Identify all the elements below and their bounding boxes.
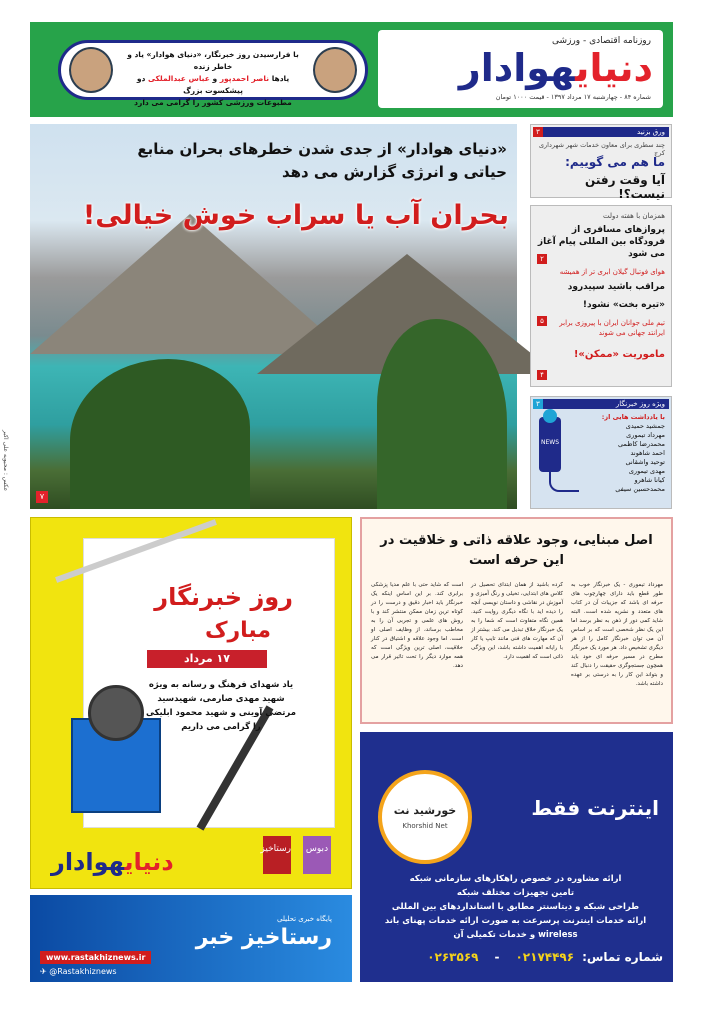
service-item: تامین تجهیزات مختلف شبکه bbox=[456, 888, 575, 898]
teaser-title[interactable]: ماموریت «ممکن»! bbox=[573, 349, 665, 360]
tree-shape bbox=[70, 359, 250, 509]
tribute-line-2: یادها ناصر احمدپور و عباس عبدالملکی دو پیشکسوت بزرگ bbox=[136, 74, 290, 95]
mic-cable bbox=[549, 472, 579, 492]
article-column-3: است که شاید حتی با علم مدیا پزشکی برابری کند. بر این اساس اینکه یک خبرنگار باید اخبار دقیق و درست را در کوتاه ترین زمان ممکن منتشر کند و با روش های علمی و تجربی آن را به مخاطب برساند، از وظایف اصلی او است. اما وجود علاقه و اشتیاق در کنار خلاقیت، اصلی ترین ویژگی است که همه موارد دیگر را تحت تاثیر قرار می دهد. bbox=[371, 582, 463, 669]
journalist-day-box[interactable] bbox=[530, 396, 672, 509]
lead-story-supertitle: «دنیای هوادار» از جدی شدن خطرهای بحران منابع حیاتی و انرژی گزارش می دهد bbox=[137, 140, 507, 181]
writer-name: مهرداد تیموری bbox=[626, 431, 665, 439]
page-ref-badge: ۴ bbox=[537, 370, 547, 380]
khorshid-net-logo bbox=[378, 770, 472, 864]
photo-credit: عکس : محبوبه علی اکبر bbox=[2, 430, 9, 492]
logo-name-en: Khorshid Net bbox=[402, 822, 448, 830]
portrait-image-right bbox=[313, 47, 357, 93]
article-column-2: کرده باشید از همان ابتدای تحصیل در کلاس های ابتدایی، تخیلی و رنگ آمیزی و آموزش در نقاشی و داستان نویسی آنچه را دیده اید با نگاه دیگری روایت کنید. همین نگاه متفاوت است که شما را به یک خبرنگار خلاق تبدیل می کند. بیشتر از آن که مهارت های فنی مانند تایپ یا کار با رایانه اهمیت داشته باشد، این ویژگی ذاتی است که اهمیت دارد. bbox=[471, 582, 563, 660]
rastakhiz-ad[interactable] bbox=[30, 895, 352, 982]
teaser-box-2[interactable] bbox=[530, 205, 672, 387]
writers-title: با یادداشت هایی از: bbox=[601, 413, 665, 421]
logo-name: خورشید نت bbox=[393, 804, 457, 817]
teaser-title[interactable]: مراقب باشید سپیدرود bbox=[567, 282, 665, 292]
telegram-link[interactable]: ✈ @Rastakhiznews bbox=[40, 967, 117, 976]
writer-name: جمشید حمیدی bbox=[625, 422, 665, 430]
rastakhiz-logo: رستاخیز bbox=[263, 836, 291, 874]
masthead-banner bbox=[30, 22, 673, 117]
writer-name: محمدرضا کاظمی bbox=[618, 440, 665, 448]
tribute-line-3: مطبوعات ورزشی کشور را گرامی می دارد bbox=[134, 98, 292, 107]
page-ref-badge: ۲ bbox=[537, 254, 547, 264]
mic-head bbox=[88, 685, 144, 741]
writer-name: محمدحسین سیفی bbox=[615, 485, 665, 493]
newspaper-logo bbox=[459, 46, 653, 90]
teaser-title[interactable]: آیا وقت رفتن نیست؟! bbox=[585, 173, 665, 201]
writers-list bbox=[602, 413, 665, 494]
microphone-icon bbox=[539, 417, 561, 472]
writer-name: احمد شاهوند bbox=[630, 449, 665, 457]
logo-word-a: دنیای bbox=[575, 46, 653, 90]
teaser-title[interactable]: «تیره بخت» نشود! bbox=[582, 300, 665, 310]
rastakhiz-subtitle: پایگاه خبری تحلیلی bbox=[277, 915, 332, 923]
teaser-kicker: هوای فوتبال گیلان ابری تر از همیشه bbox=[559, 268, 665, 276]
journalist-day-ad[interactable] bbox=[30, 517, 352, 889]
partner-logo: دبوس bbox=[303, 836, 331, 874]
newspaper-subtitle: روزنامه اقتصادی - ورزشی bbox=[552, 36, 651, 46]
portrait-image-left bbox=[69, 47, 113, 93]
mic-label: NEWS bbox=[540, 439, 560, 446]
service-item: طراحی شبکه و دیتاسنتر مطابق با استانداردهای بین المللی bbox=[391, 902, 640, 912]
opinion-article[interactable] bbox=[360, 517, 673, 724]
tribute-banner bbox=[58, 40, 368, 107]
ad-date: ۱۷ مرداد bbox=[147, 650, 267, 668]
ad-body: یاد شهدای فرهنگ و رسانه به ویژه شهید مهدی صارمی، شهیدسید مرتضی آوینی و شهید محمود ابلیکی را گرامی می داریم bbox=[146, 680, 296, 732]
website-link[interactable]: www.rastakhiznews.ir bbox=[40, 951, 151, 964]
teaser-kicker: تیم ملی جوانان ایران با پیروزی برابر ایرانتد جهانی می شوند bbox=[559, 319, 665, 337]
ad-brand: دنیایهوادار bbox=[51, 848, 174, 876]
writer-name: کیانا شاهرو bbox=[634, 476, 665, 484]
teaser-kicker: چند سطری برای معاون خدمات شهر شهرداری کرج bbox=[538, 141, 665, 157]
mic-head bbox=[543, 409, 557, 423]
page-ref-badge: ۵ bbox=[537, 316, 547, 326]
service-item: ارائه خدمات اینترنت پرسرعت به صورت ارائه خدمات پهنای باند wireless و خدمات تکمیلی آن bbox=[384, 916, 647, 940]
service-list bbox=[372, 872, 659, 942]
lead-story-headline[interactable]: بحران آب یا سراب خوش خیالی! bbox=[82, 200, 509, 231]
lead-story-photo[interactable] bbox=[30, 124, 517, 509]
ad-title-1: روز خبرنگار bbox=[154, 583, 293, 611]
service-item: ارائه مشاوره در خصوص راهکارهای سازمانی شبکه bbox=[409, 874, 622, 884]
page-number-badge: ۷ bbox=[36, 491, 48, 503]
writer-name: توحید واشقانی bbox=[625, 458, 665, 466]
teaser-kicker: همزمان با هفته دولت bbox=[603, 212, 665, 220]
teaser-box-1[interactable] bbox=[530, 124, 672, 201]
writer-name: مهدی تیموری bbox=[628, 467, 665, 475]
microphone-icon bbox=[71, 718, 161, 813]
logo-word-b: هوادار bbox=[458, 46, 576, 90]
section-bar: ورق بزنید ۳ bbox=[533, 127, 669, 137]
ad-title-2: مبارک bbox=[204, 618, 271, 643]
teaser-title[interactable]: ما هم می گوییم: bbox=[565, 155, 665, 169]
rastakhiz-name: رستاخیز خبر bbox=[195, 925, 332, 950]
telegram-icon: ✈ bbox=[40, 967, 50, 976]
issue-info: شماره ۸۴ - چهارشنبه ۱۷ مرداد ۱۳۹۷ - قیمت ۱۰۰۰ تومان bbox=[495, 93, 651, 101]
tribute-text bbox=[121, 49, 305, 109]
section-bar: ویژه روز خبرنگار ۳ bbox=[533, 399, 669, 409]
internet-ad-title: اینترنت فقط bbox=[531, 796, 659, 820]
teaser-title[interactable]: پروازهای مسافری از فرودگاه بین المللی پیام آغاز می شود bbox=[537, 225, 665, 259]
article-column-1: مهرداد تیموری - یک خبرنگار خوب به طور قطع باید دارای چهارچوب های حرفه ای باشد که جزییات آن در کتاب های متعدد و نشریه شده است. البته شاید کمی دور از ذهن به نظر برسد اما این یک نظر شخصی است که بر اساس آن می توان خبرنگار کامل را از هر دیگری تشخیص داد. هر مورد یک خبرنگار مطرح در مسیر حرفه ای خود باید همچون جستجوگری حقیقت را دنبال کند و بتواند این کار را به درستی بر عهده داشته باشد. bbox=[571, 582, 663, 687]
article-headline[interactable]: اصل مبنایی، وجود علاقه ذاتی و خلاقیت در این حرفه است bbox=[380, 533, 653, 568]
contact-phone[interactable]: شماره تماس:۰۲۱۷۴۴۹۶-۰۲۶۳۵۶۹ bbox=[427, 950, 663, 964]
newspaper-logo-block bbox=[378, 30, 663, 108]
tribute-line-1: با فرارسیدن روز خبرنگار، «دنیای هوادار» یاد و خاطر زنده bbox=[127, 50, 299, 71]
internet-ad[interactable] bbox=[360, 732, 673, 982]
